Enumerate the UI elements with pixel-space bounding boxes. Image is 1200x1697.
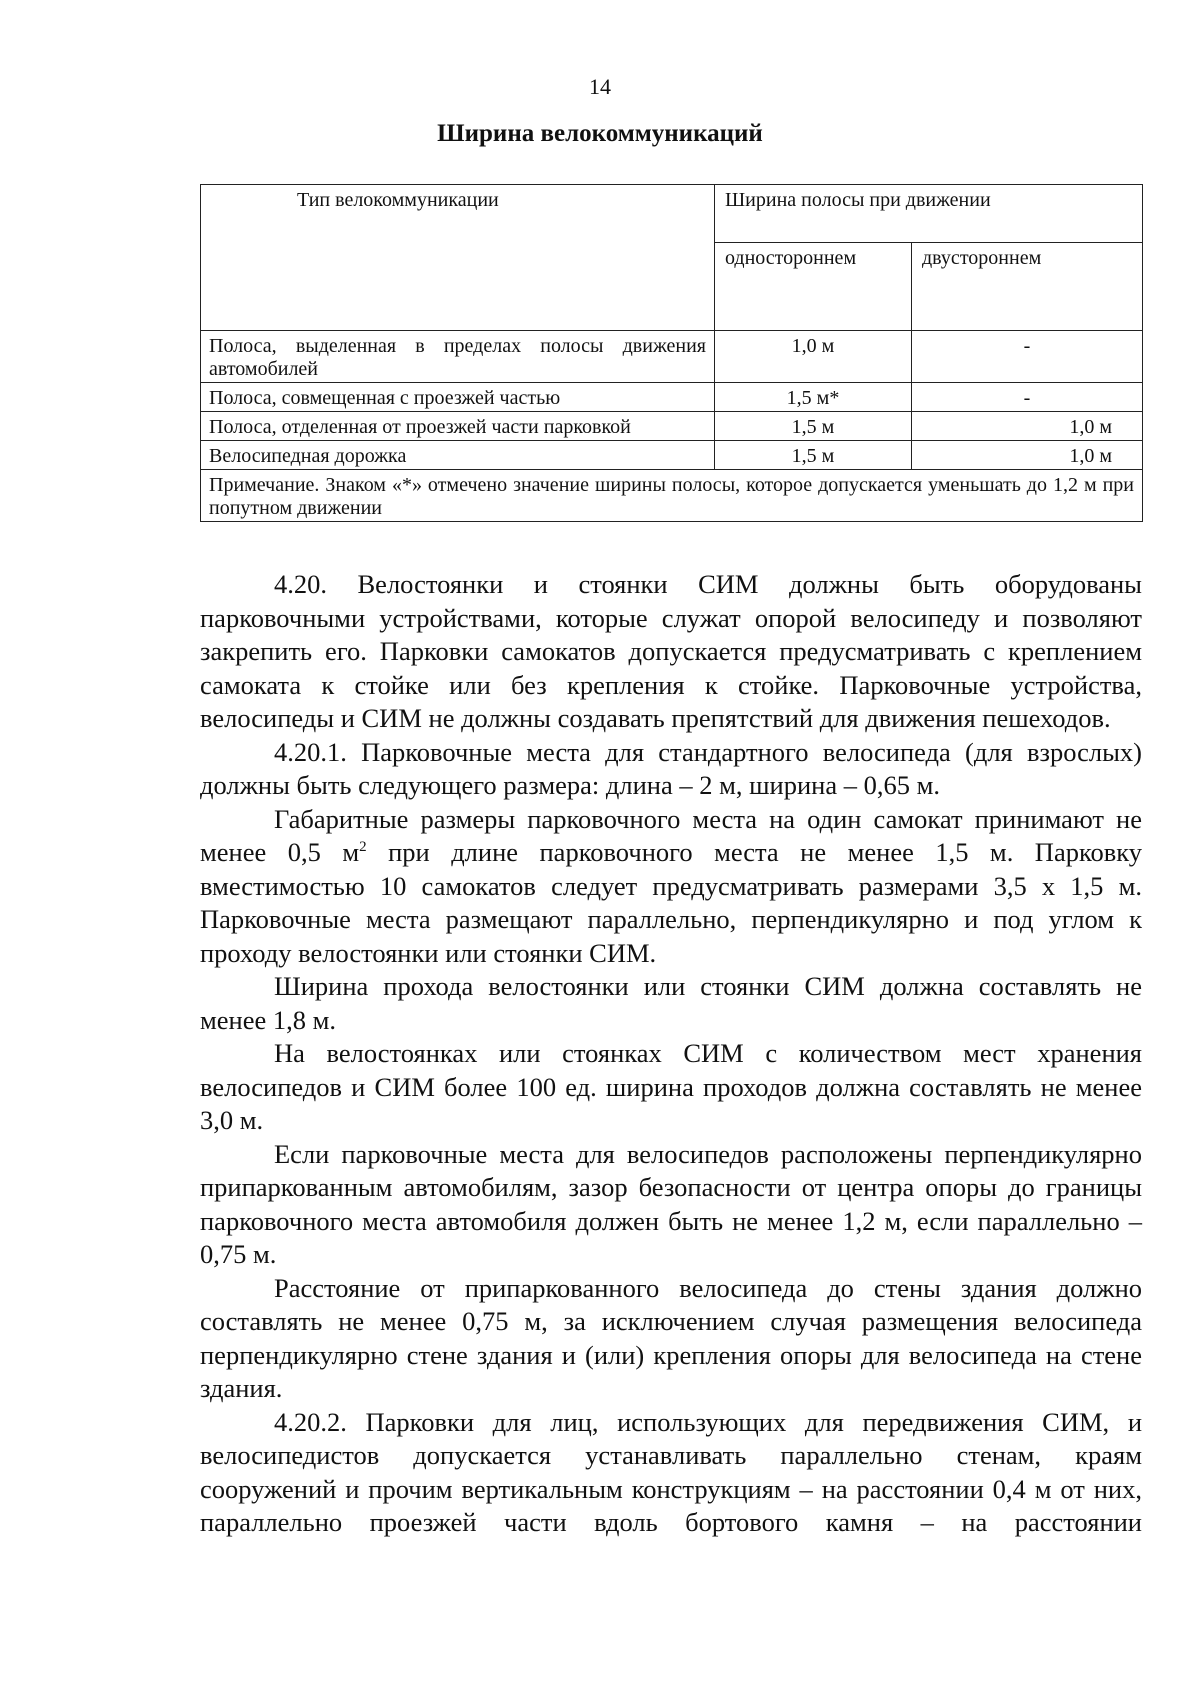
body-text (200, 568, 1142, 1540)
paragraph-large-parking: На велостоянках или стоянках СИМ с количеством мест хранения велосипедов и СИМ более 100 ед. ширина проходов должна составлять не менее 3,0 м. (200, 1038, 1142, 1135)
paragraph-text: Габаритные размеры парковочного места на один самокат принимают не менее 0,5 м (200, 803, 1142, 867)
paragraph-4-20-2: 4.20.2. Парковки для лиц, использующих для передвижения СИМ, и велосипедистов допускается устанавливать параллельно стенам, краям сооружений и прочим вертикальным конструкциям – на расстоянии 0,4 м от них, параллельно проезжей части вдоль бортового камня – на расстоянии (200, 1406, 1142, 1537)
row-one-way: 1,5 м* (715, 383, 912, 412)
paragraph-passage-width: Ширина прохода велостоянки или стоянки СИМ должна составлять не менее 1,8 м. (200, 971, 1142, 1035)
row-two-way: - (912, 331, 1143, 383)
row-name: Полоса, совмещенная с проезжей частью (201, 383, 715, 412)
paragraph-wall-distance: Расстояние от припаркованного велосипеда до стены здания должно составлять не менее 0,75 м, за исключением случая размещения велосипеда перпендикулярно стене здания и (или) крепления опоры для велосипеда на стене здания. (200, 1272, 1142, 1403)
header-two-way: двустороннем (912, 243, 1143, 331)
row-two-way: 1,0 м (912, 412, 1143, 441)
header-width: Ширина полосы при движении (715, 185, 1143, 243)
row-name: Полоса, отделенная от проезжей части парковкой (201, 412, 715, 441)
table-note: Примечание. Знаком «*» отмечено значение ширины полосы, которое допускается уменьшать до 1,2 м при попутном движении (201, 470, 1143, 522)
paragraph-text: при длине парковочного места не менее 1,5 м. Парковку вместимостью 10 самокатов следует предусматривать размерами 3,5 х 1,5 м. Парковочные места размещают параллельно, перпендикулярно и под углом к проходу велостоянки или стоянки СИМ. (200, 837, 1142, 968)
header-type: Тип велокоммуникации (201, 185, 715, 331)
bike-lane-width-table (200, 184, 1143, 522)
row-one-way: 1,5 м (715, 412, 912, 441)
paragraph-4-20-1: 4.20.1. Парковочные места для стандартного велосипеда (для взрослых) должны быть следующего размера: длина – 2 м, ширина – 0,65 м. (200, 736, 1142, 800)
table-row (201, 383, 1143, 412)
table-row (201, 412, 1143, 441)
table-row (201, 441, 1143, 470)
page-number: 14 (589, 74, 611, 99)
paragraph-4-20: 4.20. Велостоянки и стоянки СИМ должны быть оборудованы парковочными устройствами, которые служат опорой велосипеду и позволяют закрепить его. Парковки самокатов допускается предусматривать с креплением самоката к стойке или без крепления к стойке. Парковочные устройства, велосипеды и СИМ не должны создавать препятствий для движения пешеходов. (200, 569, 1142, 733)
table-row (201, 331, 1143, 383)
table-title: Ширина велокоммуникаций (437, 120, 763, 147)
superscript: 2 (359, 839, 367, 856)
paragraph-safety-gap: Если парковочные места для велосипедов расположены перпендикулярно припаркованным автомобилям, зазор безопасности от центра опоры до границы парковочного места автомобиля должен быть не менее 1,2 м, если параллельно – 0,75 м. (200, 1138, 1142, 1269)
row-one-way: 1,5 м (715, 441, 912, 470)
row-two-way: - (912, 383, 1143, 412)
row-one-way: 1,0 м (715, 331, 912, 383)
row-name: Полоса, выделенная в пределах полосы движения автомобилей (201, 331, 715, 383)
row-two-way: 1,0 м (912, 441, 1143, 470)
row-name: Велосипедная дорожка (201, 441, 715, 470)
paragraph-scooter-dimensions (200, 803, 1142, 971)
header-one-way: одностороннем (715, 243, 912, 331)
